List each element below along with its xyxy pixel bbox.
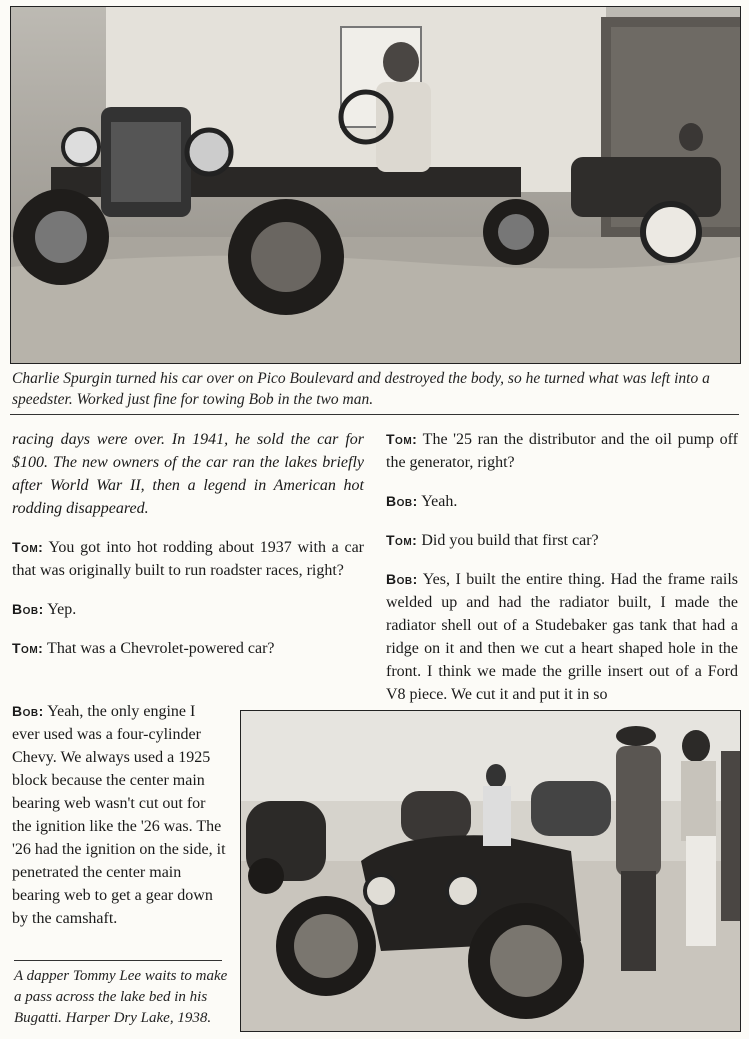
speaker-label: Bob: bbox=[12, 703, 44, 719]
photo-bugatti bbox=[240, 710, 741, 1032]
speaker-label: Tom: bbox=[12, 539, 44, 555]
dialogue-paragraph bbox=[386, 568, 738, 706]
left-column bbox=[12, 428, 364, 676]
narrow-column bbox=[12, 700, 226, 946]
speaker-label: Bob: bbox=[386, 571, 418, 587]
top-photo-caption: Charlie Spurgin turned his car over on Pico Boulevard and destroyed the body, so he turned what was left into a speedster. Worked just fine for towing Bob in the two man. bbox=[12, 370, 710, 408]
dialogue-paragraph bbox=[386, 428, 738, 474]
dialogue-text: Yeah. bbox=[421, 493, 458, 510]
caption-divider bbox=[14, 960, 222, 961]
speaker-label: Bob: bbox=[12, 601, 44, 617]
bottom-photo-caption: A dapper Tommy Lee waits to make a pass across the lake bed in his Bugatti. Harper Dry Lake, 1938. bbox=[14, 968, 228, 1026]
dialogue-text: You got into hot rodding about 1937 with a car that was originally built to run roadster races, right? bbox=[12, 539, 364, 579]
speaker-label: Bob: bbox=[386, 493, 418, 509]
right-column bbox=[386, 428, 738, 722]
dialogue-paragraph bbox=[386, 490, 738, 513]
dialogue-text: The '25 ran the distributor and the oil pump off the generator, right? bbox=[386, 431, 739, 471]
dialogue-text: Did you build that first car? bbox=[421, 532, 599, 549]
dialogue-text: Yeah, the only engine I ever used was a four-cylinder Chevy. We always used a 1925 block because the center main bearing web wasn't cut out for the ignition like the '26 was. The '26 had the ignition on the side, it penetrated the center main bearing web to get a gear down by the camshaft. bbox=[12, 703, 226, 927]
dialogue-text: That was a Chevrolet-powered car? bbox=[47, 640, 275, 657]
divider bbox=[10, 414, 739, 415]
dialogue-paragraph bbox=[12, 598, 364, 621]
dialogue-paragraph bbox=[12, 637, 364, 660]
dialogue-text: Yep. bbox=[47, 601, 77, 618]
speaker-label: Tom: bbox=[386, 532, 418, 548]
dialogue-paragraph bbox=[12, 536, 364, 582]
dialogue-paragraph bbox=[12, 700, 226, 930]
speaker-label: Tom: bbox=[386, 431, 418, 447]
photo-speedster bbox=[10, 6, 741, 364]
intro-paragraph: racing days were over. In 1941, he sold the car for $100. The new owners of the car ran the lakes briefly after World War II, then a legend in American hot rodding disappeared. bbox=[12, 431, 364, 517]
dialogue-paragraph bbox=[386, 529, 738, 552]
bugatti-photo-image bbox=[241, 711, 740, 1031]
speaker-label: Tom: bbox=[12, 640, 44, 656]
speedster-photo-image bbox=[11, 7, 740, 363]
dialogue-text: Yes, I built the entire thing. Had the frame rails welded up and had the radiator built, I made the radiator shell out of a Studebaker gas tank that had a ridge on it and then we cut a heart shaped hole in the front. I think we made the grille insert out of a Ford V8 piece. We cut it and put it in so bbox=[386, 571, 739, 703]
